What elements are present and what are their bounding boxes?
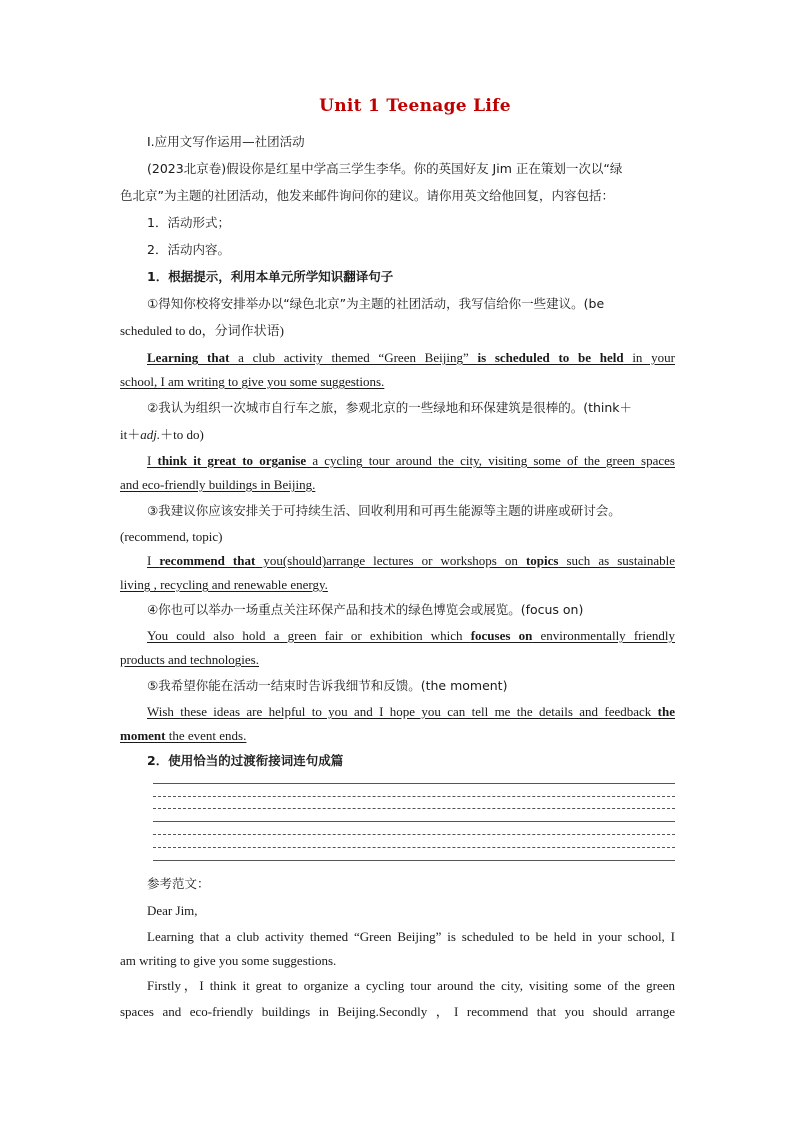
task-2-heading: 2．使用恰当的过渡衔接词连句成篇 [147, 753, 344, 768]
section-heading: Ⅰ.应用文写作运用—社团活动 [147, 134, 305, 149]
q2-answer-line-1: I think it great to organise a cycling tour around the city, visiting some of the green spaces [147, 453, 675, 468]
sample-paragraph-1-line-2: am writing to give you some suggestions. [120, 953, 337, 968]
sample-paragraph-2-line-2: spaces and eco-friendly buildings in Beijing.Secondly ，I recommend that you should arrange [120, 1004, 675, 1019]
writing-line [153, 847, 675, 848]
sample-paragraph-2-line-1: Firstly，I think it great to organize a cycling tour around the city, visiting some of the green [147, 978, 675, 993]
q3-chinese-line-1: ③我建议你应该安排关于可持续生活、回收利用和可再生能源等主题的讲座或研讨会。 [147, 503, 621, 518]
prompt-line-1: (2023北京卷)假设你是红星中学高三学生李华。你的英国好友 Jim 正在策划一次以“绿 [147, 161, 623, 176]
q3-answer-line-2: living , recycling and renewable energy. [120, 577, 328, 592]
q1-answer-line-2: school, I am writing to give you some suggestions. [120, 374, 385, 389]
writing-line [153, 834, 675, 835]
writing-line [153, 860, 675, 861]
q4-chinese-line-1: ④你也可以举办一场重点关注环保产品和技术的绿色博览会或展览。(focus on) [147, 602, 584, 617]
page-title: Unit 1 Teenage Life [319, 96, 511, 116]
sample-paragraph-1-line-1: Learning that a club activity themed “Green Beijing” is scheduled to be held in your school, I [147, 929, 675, 944]
writing-line [153, 821, 675, 822]
q2-answer-line-2: and eco-friendly buildings in Beijing. [120, 477, 316, 492]
writing-line [153, 796, 675, 797]
q5-answer-line-2: moment the event ends. [120, 728, 247, 743]
q1-answer-line-1: Learning that a club activity themed “Green Beijing” is scheduled to be held in your [147, 350, 675, 365]
q4-answer-line-1: You could also hold a green fair or exhibition which focuses on environmentally friendly [147, 628, 675, 643]
q4-answer-line-2: products and technologies. [120, 652, 259, 667]
q2-chinese-line-1: ②我认为组织一次城市自行车之旅，参观北京的一些绿地和环保建筑是很棒的。(think＋ [147, 400, 633, 415]
q1-hint: scheduled to do，分词作状语) [120, 323, 284, 338]
prompt-item-2: 2．活动内容。 [147, 242, 230, 257]
writing-line [153, 783, 675, 784]
prompt-line-2: 色北京”为主题的社团活动，他发来邮件询问你的建议。请你用英文给他回复，内容包括： [120, 188, 614, 203]
q5-chinese-line-1: ⑤我希望你能在活动一结束时告诉我细节和反馈。(the moment) [147, 678, 508, 693]
task-1-heading: 1．根据提示，利用本单元所学知识翻译句子 [147, 269, 394, 284]
writing-line [153, 808, 675, 809]
sample-greeting: Dear Jim, [147, 903, 198, 918]
q3-answer-line-1: I recommend that you(should)arrange lectures or workshops on topics such as sustainable [147, 553, 675, 568]
q1-chinese-line-1: ①得知你校将安排举办以“绿色北京”为主题的社团活动，我写信给你一些建议。(be [147, 296, 605, 311]
q5-answer-line-1: Wish these ideas are helpful to you and I hope you can tell me the details and feedback the [147, 704, 675, 719]
q3-hint: (recommend, topic) [120, 529, 223, 544]
q2-hint: it＋adj.＋to do) [120, 427, 204, 442]
sample-heading: 参考范文： [147, 876, 210, 891]
prompt-item-1: 1．活动形式； [147, 215, 230, 230]
